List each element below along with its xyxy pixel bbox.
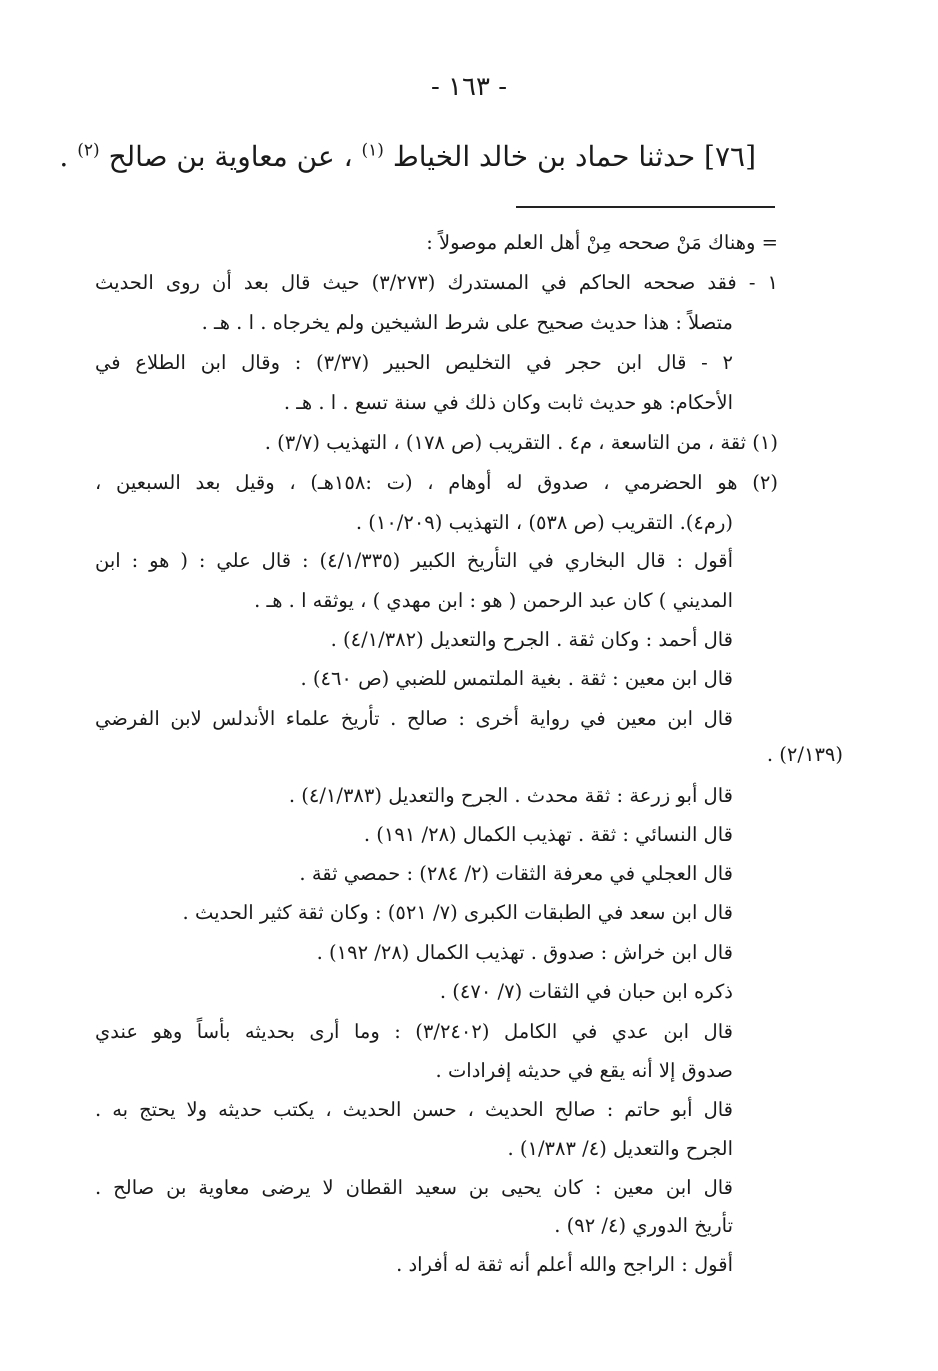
footnote-line: (٢/١٣٩) . (766, 743, 843, 766)
footnote-separator (516, 206, 775, 208)
footnote-line: قال أبو زرعة : ثقة محدث . الجرح والتعديل (٤/١/٣٨٣) . (288, 784, 733, 807)
footnote-line: قال أبو حاتم : صالح الحديث ، حسن الحديث ، يكتب حديثه ولا يحتج به . (95, 1098, 734, 1121)
footnote-line: أقول : الراجح والله أعلم أنه ثقة له أفراد . (396, 1253, 733, 1276)
hadith-text-continued: ، عن معاوية بن صالح (108, 140, 353, 173)
footnote-line: قال ابن سعد في الطبقات الكبرى (٧/ ٥٢١) : وكان ثقة كثير الحديث . (182, 901, 733, 924)
page-number: - ١٦٣ - (430, 72, 508, 102)
footnote-line: قال ابن خراش : صدوق . تهذيب الكمال (٢٨/ ١٩٢) . (316, 941, 733, 964)
footnote-ref-1[interactable]: (١) (361, 140, 384, 161)
footnote-line: متصلاً : هذا حديث صحيح على شرط الشيخين ولم يخرجاه . ا . هـ . (201, 311, 733, 334)
footnote-line: ذكره ابن حبان في الثقات (٧/ ٤٧٠) . (439, 980, 733, 1003)
hadith-line (59, 140, 756, 173)
footnote-line: صدوق إلا أنه يقع في حديثه إفرادات . (435, 1059, 733, 1082)
footnote-line: قال ابن معين : ثقة . بغية الملتمس للضبي (ص ٤٦٠) . (300, 667, 733, 690)
footnote-line: (١) ثقة ، من التاسعة ، م٤ . التقريب (ص ١٧٨) ، التهذيب (٣/٧) . (264, 431, 778, 454)
footnote-line: قال العجلي في معرفة الثقات (٢/ ٢٨٤) : حمصي ثقة . (299, 862, 733, 885)
footnote-line: تأريخ الدوري (٤/ ٩٢) . (554, 1214, 733, 1237)
hadith-text: [٧٦] حدثنا حماد بن خالد الخياط (392, 140, 756, 173)
footnote-line: = وهناك مَنْ صححه مِنْ أهل العلم موصولاً : (426, 231, 778, 254)
footnote-line: قال ابن معين في رواية أخرى : صالح . تأريخ علماء الأندلس لابن الفرضي (95, 707, 733, 730)
footnote-line: ٢ - قال ابن حجر في التخليص الحبير (٣/٣٧) : وقال ابن الطلاع في (95, 351, 733, 374)
footnote-line: الجرح والتعديل (٤/ ١/٣٨٣) . (507, 1137, 733, 1160)
footnote-line: ١ - فقد صححه الحاكم في المستدرك (٣/٢٧٣) حيث قال بعد أن روى الحديث (95, 271, 778, 294)
footnote-line: (رم٤). التقريب (ص ٥٣٨) ، التهذيب (١٠/٢٠٩) . (355, 511, 733, 534)
footnote-line: قال أحمد : وكان ثقة . الجرح والتعديل (٤/١/٣٨٢) . (330, 628, 733, 651)
footnote-line: أقول : قال البخاري في التأريخ الكبير (٤/١/٣٣٥) : قال علي : ( هو : ابن (95, 549, 734, 572)
footnote-line: (٢) هو الحضرمي ، صدوق له أوهام ، (ت :١٥٨هـ) ، وقيل بعد السبعين ، (95, 471, 778, 494)
footnote-line: المديني ) كان عبد الرحمن ( هو : ابن مهدي ) ، يوثقه ا . هـ . (254, 589, 733, 612)
footnote-ref-2[interactable]: (٢) (77, 140, 100, 161)
footnote-line: قال ابن عدي في الكامل (٣/٢٤٠٢) : وما أرى بحديثه بأساً وهو عندي (95, 1020, 733, 1043)
footnote-line: قال ابن معين : كان يحيى بن سعيد القطان لا يرضى معاوية بن صالح . (95, 1176, 733, 1199)
footnote-line: قال النسائي : ثقة . تهذيب الكمال (٢٨/ ١٩١) . (363, 823, 733, 846)
hadith-end-period: . (59, 140, 69, 173)
footnote-line: الأحكام: هو حديث ثابت وكان ذلك في سنة تسع . ا . هـ . (283, 391, 733, 414)
